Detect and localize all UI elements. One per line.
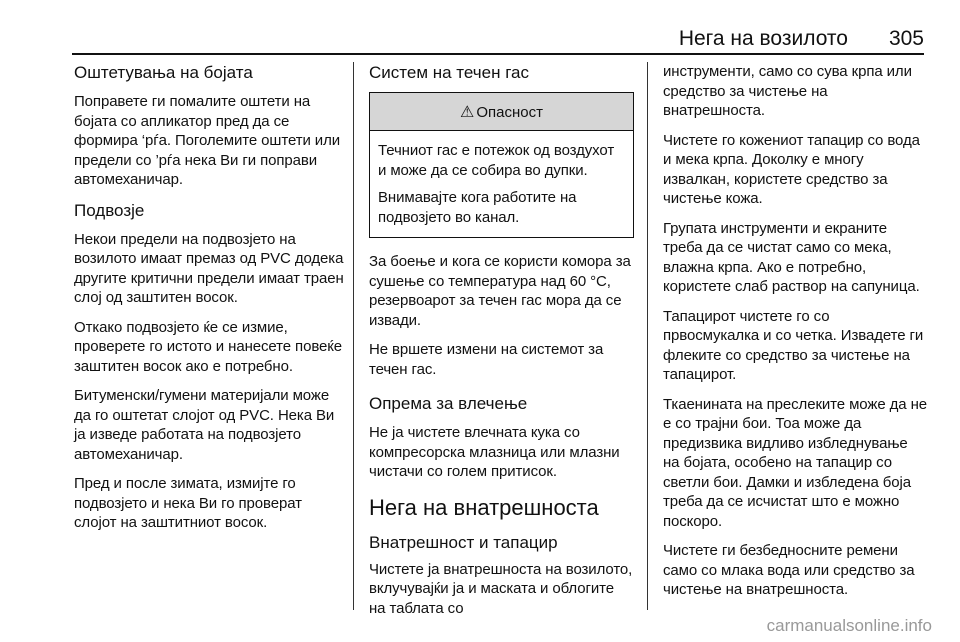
paragraph: Групата инструменти и екраните треба да се чистат само со мека, влажна крпа. Ако е потребно, користете слаб раствор на сапуница. bbox=[663, 219, 920, 295]
paragraph: Не вршете измени на системот за течен гас. bbox=[369, 341, 604, 378]
section-heading-underbody: Подвозје bbox=[74, 200, 145, 220]
paragraph: Не ја чистете влечната кука со компресорска млазница или млазни чистачи со голем притисок. bbox=[369, 424, 620, 480]
paragraph: За боење и кога се користи комора за сушење со температура над 60 °C, резервоарот за течен гас мора да се извади. bbox=[369, 253, 631, 329]
page-number: 305 bbox=[888, 27, 924, 50]
paragraph: Течниот гас е потежок од воздухот и може да се собира во дупки. bbox=[378, 142, 615, 179]
danger-box bbox=[369, 92, 634, 238]
paragraph: Внимавајте кога работите на подвозјето во канал. bbox=[378, 189, 577, 226]
section-heading-interior-upholstery: Внатрешност и тапацир bbox=[369, 532, 558, 552]
watermark: carmanualsonline.info bbox=[766, 616, 932, 635]
paragraph: Откако подвозјето ќе се измие, проверете го истото и нанесете повеќе заштитен восок ако е потребно. bbox=[74, 318, 342, 375]
column-1 bbox=[74, 62, 344, 543]
paragraph: Поправете ги помалите оштети на бојата со апликатор пред да се формира ‘рѓа. Поголемите оштети или предели со ’рѓа нека Ви ги поправи автомеханичар. bbox=[74, 93, 341, 188]
danger-box-header bbox=[370, 93, 633, 131]
header-rule bbox=[72, 53, 924, 55]
paragraph: Ткаенината на преслеките може да не е со трајни бои. Тоа може да предизвика видливо избледнување на бојата, особено на тапацир со светли бои. Дамки и избледена боја треба да се исчистат што е можно поскоро. bbox=[663, 395, 928, 530]
paragraph: Чистете ги безбедносните ремени само со млака вода или средство за чистење на внатрешноста. bbox=[663, 542, 915, 598]
paragraph: Чистете го кожениот тапацир со вода и мека крпа. Доколку е многу извалкан, користете средство за чистење кожа. bbox=[663, 131, 920, 207]
section-heading-towing-equipment: Опрема за влечење bbox=[369, 394, 528, 413]
danger-box-title: Опасност bbox=[476, 104, 543, 121]
paragraph: инструменти, само со сува крпа или средство за чистење на внатрешноста. bbox=[663, 63, 912, 119]
paragraph: Тапацирот чистете го со првосмукалка и со четка. Извадете ги флеките со средство за чистење на тапацирот. bbox=[663, 307, 924, 383]
header-title: Нега на возилото bbox=[678, 27, 848, 50]
column-divider bbox=[353, 62, 354, 610]
section-heading-paint-damage: Оштетувања на бојата bbox=[74, 63, 253, 82]
paragraph: Битуменски/гумени материјали може да го оштетат слојот од PVC. Нека Ви ја изведе работата на подвозјето автомеханичар. bbox=[74, 387, 335, 463]
danger-box-body bbox=[370, 131, 633, 237]
column-2 bbox=[369, 62, 634, 628]
warning-triangle-icon: ⚠ bbox=[460, 104, 475, 121]
column-3 bbox=[663, 62, 928, 610]
paragraph: Пред и после зимата, измијте го подвозјето и нека Ви го проверат слојот на заштитниот восок. bbox=[74, 475, 302, 531]
chapter-heading-interior-care: Нега на внатрешноста bbox=[369, 494, 599, 520]
column-divider bbox=[647, 62, 648, 610]
paragraph: Чистете ја внатрешноста на возилото, вклучувајќи ја и маската и облогите на таблата со bbox=[369, 560, 633, 617]
page-header bbox=[0, 0, 960, 56]
section-heading-lpg-system: Систем на течен гас bbox=[369, 63, 529, 82]
paragraph: Некои предели на подвозјето на возилото имаат премаз од PVC додека другите критични предели имаат траен слој од заштитен восок. bbox=[74, 230, 344, 306]
